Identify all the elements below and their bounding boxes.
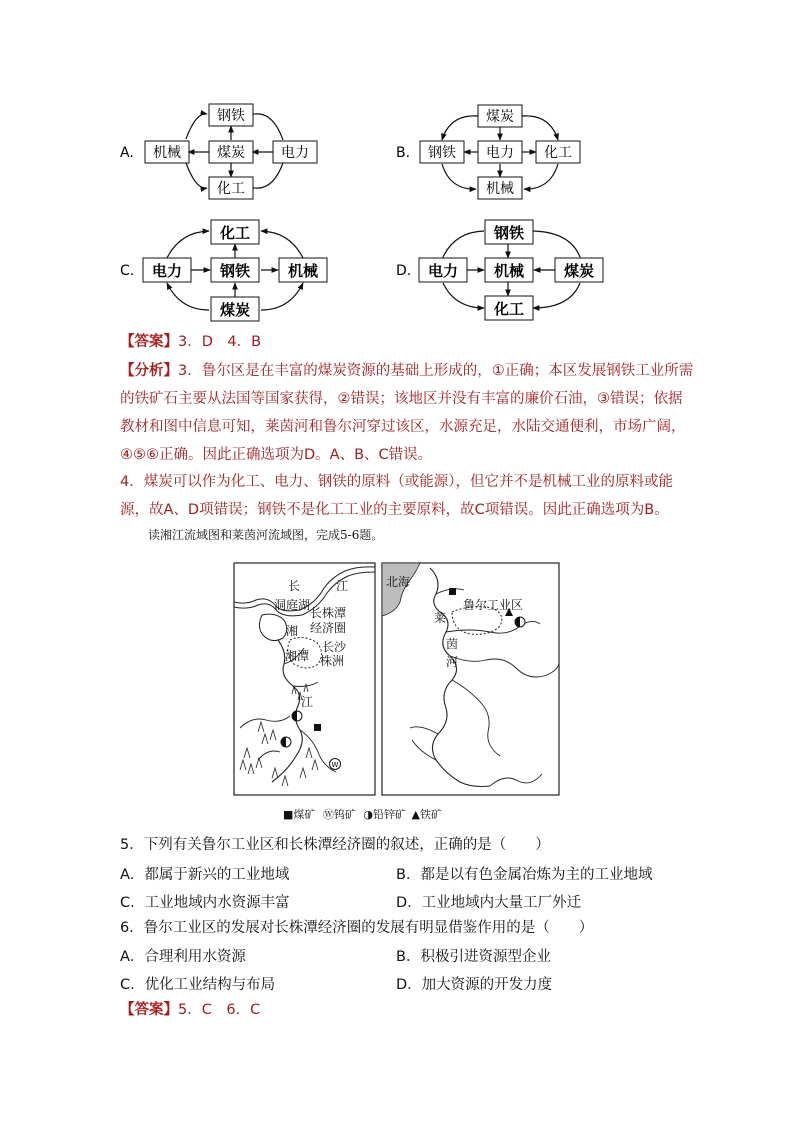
- node-top: 钢铁: [493, 224, 525, 242]
- node-top: 钢铁: [217, 108, 245, 124]
- answer-line-1: [120, 332, 261, 352]
- legend-coal: ■煤矿: [283, 808, 316, 821]
- node-bottom: 机械: [486, 181, 514, 197]
- legend-tungsten: Ⓦ钨矿: [322, 808, 356, 821]
- node-top: 化工: [219, 224, 251, 242]
- rhine-map: [382, 563, 559, 795]
- answer-tag: 【答案】: [120, 1002, 178, 1018]
- diagrams-cd: [0, 215, 794, 325]
- node-top: 煤炭: [486, 109, 514, 125]
- node-center: 钢铁: [219, 262, 251, 280]
- analysis-line-4: ④⑤⑥正确。因此正确选项为D。A、B、C错误。: [120, 447, 433, 463]
- q5-option-c: C．工业地域内水资源丰富: [120, 895, 290, 911]
- legend-lead-zinc: ◑铅锌矿: [363, 808, 407, 821]
- label-changsha: 长沙: [322, 640, 347, 654]
- analysis-line-6: 源，故A、D项错误；钢铁不是化工工业的主要原料，故C项错误。因此正确选项为B。: [120, 502, 669, 518]
- node-bottom: 煤炭: [219, 301, 251, 319]
- answer-line-2: [120, 1000, 260, 1020]
- diagram-a: [120, 104, 317, 199]
- label-chang: 长: [288, 579, 301, 593]
- coal-mine-symbol: [314, 724, 321, 731]
- svg-text:W: W: [331, 761, 339, 769]
- maps-intro: 读湘江流域图和莱茵河流域图，完成5-6题。: [148, 528, 384, 542]
- river-basin-maps: [230, 560, 565, 825]
- option-letter: D.: [396, 263, 412, 279]
- node-center: 电力: [486, 145, 514, 161]
- node-bottom: 化工: [217, 181, 245, 197]
- label-jiang-2: 江: [301, 695, 314, 709]
- node-left: 机械: [153, 145, 181, 161]
- label-lai: 莱: [434, 611, 447, 625]
- analysis-line-3: 教材和图中信息可知，莱茵河和鲁尔河穿过该区，水源充足，水陆交通便利，市场广阔，: [120, 419, 686, 435]
- node-left: 电力: [151, 262, 183, 280]
- label-north-sea: 北海: [386, 575, 411, 589]
- label-yin: 茵: [446, 637, 459, 651]
- node-bottom: 化工: [493, 300, 525, 318]
- node-right: 煤炭: [563, 262, 595, 280]
- q5-option-d: D．工业地域内大量工厂外迁: [396, 895, 582, 911]
- diagram-c: [120, 220, 327, 321]
- option-letter: A.: [120, 145, 134, 161]
- q6-option-d: D．加大资源的开发力度: [396, 977, 553, 993]
- q6-option-a: A．合理利用水资源: [120, 949, 246, 965]
- q5-option-a: A．都属于新兴的工业地域: [120, 867, 290, 883]
- node-left: 钢铁: [428, 145, 456, 161]
- answer-tag: 【答案】: [120, 334, 178, 350]
- label-jiang: 江: [336, 579, 349, 593]
- q5-option-b: B．都是以有色金属冶炼为主的工业地域: [396, 867, 653, 883]
- question-5-stem: 5．下列有关鲁尔工业区和长株潭经济圈的叙述，正确的是（ ）: [120, 837, 550, 853]
- diagrams-ab: [0, 95, 794, 205]
- analysis-line-2: 的铁矿石主要从法国等国家获得，②错误；该地区并没有丰富的廉价石油，③错误；依据: [120, 391, 683, 407]
- map-legend: [283, 806, 442, 822]
- label-czt-2: 经济圈: [310, 621, 347, 635]
- label-zhuzhou: 株洲: [320, 654, 345, 668]
- label-he: 河: [446, 655, 459, 669]
- analysis-text: 3．鲁尔区是在丰富的煤炭资源的基础上形成的，①正确；本区发展钢铁工业所需: [178, 363, 694, 379]
- answer-text: 5．C 6．C: [178, 1002, 261, 1018]
- label-dongting: 洞庭湖: [274, 598, 311, 612]
- analysis-line-1: [120, 361, 693, 381]
- coal-mine-symbol: [449, 588, 456, 595]
- q6-option-c: C．优化工业结构与布局: [120, 977, 276, 993]
- xiangjiang-map: [234, 563, 375, 795]
- label-xiang: 湘: [286, 624, 299, 638]
- node-right: 电力: [281, 145, 309, 161]
- q6-option-b: B．积极引进资源型企业: [396, 949, 551, 965]
- node-center: 机械: [493, 262, 525, 280]
- option-letter: C.: [120, 263, 135, 279]
- diagram-b: [396, 105, 580, 199]
- node-left: 电力: [427, 262, 459, 280]
- diagram-d: [396, 220, 603, 320]
- option-letter: B.: [396, 145, 411, 161]
- analysis-tag: 【分析】: [120, 363, 178, 379]
- analysis-line-5: 4．煤炭可以作为化工、电力、钢铁的原料（或能源），但它并不是机械工业的原料或能: [120, 474, 673, 490]
- node-right: 机械: [287, 262, 319, 280]
- node-center: 煤炭: [217, 145, 245, 161]
- answer-text: 3．D 4．B: [178, 334, 262, 350]
- label-czt-1: 长株潭: [310, 606, 347, 620]
- question-6-stem: 6．鲁尔工业区的发展对长株潭经济圈的发展有明显借鉴作用的是（ ）: [120, 920, 594, 936]
- label-ruhr: 鲁尔工业区: [463, 598, 524, 612]
- legend-iron: ▲铁矿: [411, 808, 442, 821]
- label-xiangtan: 湘潭: [285, 649, 310, 663]
- node-right: 化工: [544, 145, 572, 161]
